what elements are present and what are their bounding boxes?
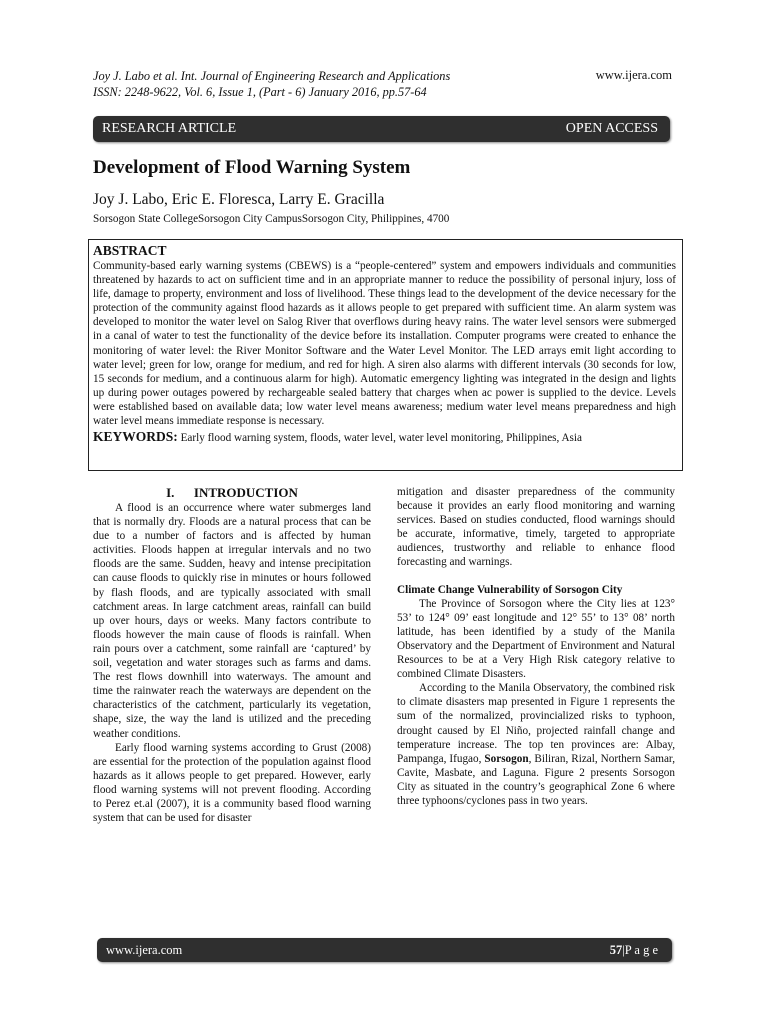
research-article-label: RESEARCH ARTICLE: [102, 121, 237, 136]
page-footer: [97, 938, 672, 962]
page-word: |P a g e: [622, 942, 658, 957]
climate-p2-before: According to the Manila Observatory, the combined risk to climate disasters map presented in Figure 1 represents the sum of the normalized, provincialized risks to typhoon, drought caused by El Niño, projected rainfall change and temperature increase. The top ten provinces are: Albay, Pampanga, Ifugao,: [397, 682, 675, 765]
introduction-heading: I. INTRODUCTION: [166, 485, 298, 500]
climate-heading: Climate Change Vulnerability of Sorsogon City: [397, 583, 623, 596]
intro-paragraph-2-continued: mitigation and disaster preparedness of the community because it provides an early flood monitoring and warning services. Based on studies conducted, flood warnings should be accurate, informative, timely, targeted to appropriate audiences, trustworthy and reliable to enhance flood forecasting and warnings.: [397, 486, 675, 569]
climate-paragraph-2: [397, 681, 675, 808]
keywords-line: [93, 429, 676, 446]
right-column: [397, 485, 675, 808]
intro-paragraph-1: A flood is an occurrence where water submerges land that is normally dry. Floods are a natural process that can be due to a number of factors and is affected by human activities. Floods happen at irregular intervals and no two floods are the same. Sudden, heavy and intense precipitation can cause floods to quickly rise in minutes or hours followed by flash floods, and are typically associated with small catchment areas. In large catchment areas, rainfall can build up over hours, days or weeks. Many factors contribute to floods however the main cause of floods is rainfall. When rain pours over a catchment, some rainfall are ‘captured’ by soil, vegetation and water storages such as farms and dams. The rest flows downhill into waterways. The amount and time the rainwater reach the waterways are dependent on the characteristics of the catchment, particularly its vegetation, shape, size, the way the land is utilized and the preceding weather conditions.: [93, 502, 371, 740]
journal-header: [93, 68, 450, 100]
page-number-value: 57: [609, 942, 623, 957]
open-access-label: OPEN ACCESS: [565, 121, 658, 136]
journal-citation: Joy J. Labo et al. Int. Journal of Engineering Research and Applications: [93, 69, 451, 83]
abstract-box: [88, 239, 683, 471]
climate-p2-bold: Sorsogon: [484, 752, 529, 765]
abstract-text: Community-based early warning systems (CBEWS) is a “people-centered” system and empowers individuals and communities threatened by hazards to act on sufficient time and in an appropriate manner to reduce the possibility of personal injury, loss of life, damage to property, environment and loss of livelihood. These things lead to the development of the device necessary for the protection of the community against flood hazards as it allows people to get prepared with sufficient time. An alarm system was developed to monitor the water level on Salog River that overflows during heavy rains. The water level sensors were submerged in a canal of water to test the functionality of the device before its installation. Computer programs were created to enhance the monitoring of water level: the River Monitor Software and the Water Level Monitor. The LED arrays emit light according to water level; green for low, orange for medium, and red for high. A siren also alarms with different intervals (30 seconds for low, 15 seconds for medium, and a continuous alarm for high). Automatic emergency lighting was integrated in the design and lights up during power outages powered by rechargeable sealed battery that charges when ac power is supplied to the device. Levels were established based on available data; low water level means awareness; medium water level means preparedness and high water level means immediate response is necessary.: [93, 260, 676, 428]
climate-p2-after: , Biliran, Rizal, Northern Samar, Cavite, Masbate, and Laguna. Figure 2 presents Sorsogon City as situated in the country’s geographical Zone 6 where three typhoons/cyclones pass in two years.: [397, 752, 675, 807]
article-type-banner: [93, 116, 670, 142]
left-column: [93, 485, 371, 825]
paper-affiliation: Sorsogon State CollegeSorsogon City CampusSorsogon City, Philippines, 4700: [93, 213, 450, 225]
paper-authors: Joy J. Labo, Eric E. Floresca, Larry E. Gracilla: [93, 191, 385, 208]
page-number: [610, 943, 658, 958]
journal-website[interactable]: www.ijera.com: [595, 68, 672, 82]
abstract-heading: ABSTRACT: [93, 243, 167, 258]
keywords-label: KEYWORDS:: [93, 429, 178, 445]
climate-paragraph-1: The Province of Sorsogon where the City lies at 123° 53’ to 124° 09’ east longitude and 12° 55’ to 13° 08’ north latitude, has been identified by a study of the Manila Observatory and the Department of Environment and Natural Resources to be at a Very High Risk category relative to combined Climate Disasters.: [397, 597, 675, 681]
journal-issn: ISSN: 2248-9622, Vol. 6, Issue 1, (Part - 6) January 2016, pp.57-64: [93, 85, 427, 99]
paper-title: Development of Flood Warning System: [93, 157, 411, 178]
intro-paragraph-2: Early flood warning systems according to Grust (2008) are essential for the protection of the population against flood hazards as it allows people to get prepared. However, early flood warning systems will not prevent flooding. According to Perez et.al (2007), it is a community based flood warning system that can be used for disaster: [93, 741, 371, 825]
footer-website[interactable]: www.ijera.com: [106, 942, 183, 957]
keywords-text: Early flood warning system, floods, water level, water level monitoring, Philippines, Asia: [180, 432, 582, 445]
